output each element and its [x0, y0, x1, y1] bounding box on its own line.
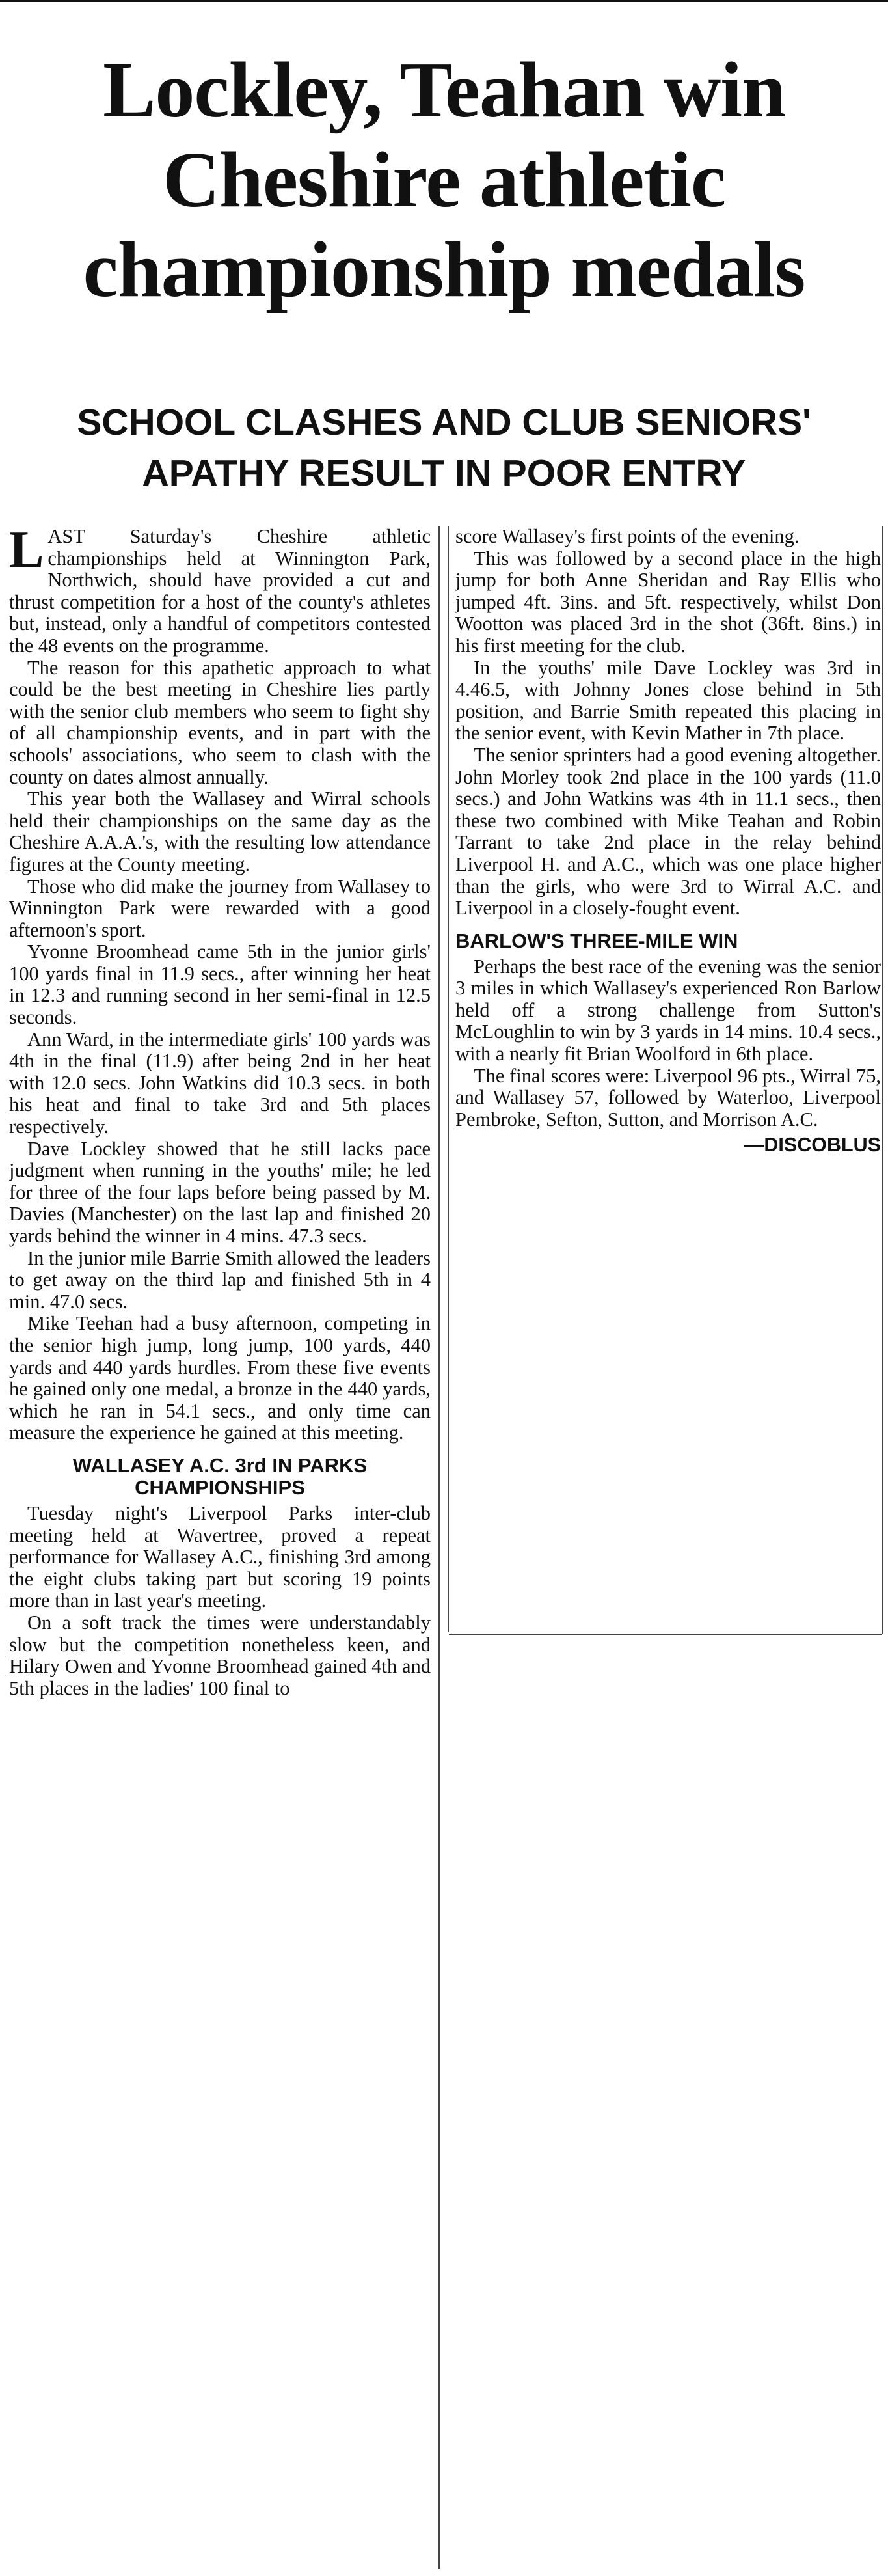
paragraph-text: AST Saturday's Cheshire athletic championships held at Winnington Park, Northwich, should have provided a cut and thrust competition for a host of the county's athletes but, instead, only a handful of competitors contested the 48 events on the programme. — [9, 526, 431, 657]
column-divider — [448, 526, 449, 1632]
article-paragraph: Tuesday night's Liverpool Parks inter-club meeting held at Wavertree, proved a repeat performance for Wallasey A.C., finishing 3rd among the eight clubs taking part but scoring 19 points more than in last year's meeting. — [9, 1501, 431, 1612]
deck-line-1: SCHOOL CLASHES AND CLUB SENIORS' — [77, 402, 811, 443]
article-paragraph: In the youths' mile Dave Lockley was 3rd in 4.46.5, with Johnny Jones close behind in 5th position, and Barrie Smith repeated this placing in the senior event, with Kevin Mather in 7th place. — [455, 656, 881, 745]
headline — [0, 46, 888, 315]
subhead-line-2: CHAMPIONSHIPS — [135, 1475, 305, 1499]
drop-cap: L — [9, 526, 44, 579]
right-column-bottom-rule — [449, 1634, 882, 1635]
section-subhead — [9, 1455, 431, 1499]
author-signoff: —DISCOBLUS — [744, 1134, 881, 1157]
article-paragraph: The reason for this apathetic approach to what could be the best meeting in Cheshire lies partly with the senior club members who seem to fight shy of all championship events, and in part with the schools' associations, who seem to clash with the county on dates almost annually. — [9, 656, 431, 788]
article-paragraph: This was followed by a second place in the high jump for both Anne Sheridan and Ray Ellis who jumped 4ft. 3ins. and 5ft. respectively, whilst Don Wootton was placed 3rd in the shot (36ft. 8ins.) in his first meeting for the club. — [455, 547, 881, 657]
right-column — [455, 526, 881, 1632]
subhead-line: BARLOW'S THREE-MILE WIN — [455, 929, 738, 952]
article-paragraph: Yvonne Broomhead came 5th in the junior girls' 100 yards final in 11.9 secs., after winning her heat in 12.3 and running second in her semi-final in 12.5 seconds. — [9, 940, 431, 1029]
article-paragraph: In the junior mile Barrie Smith allowed the leaders to get away on the third lap and finished 5th in 4 min. 47.0 secs. — [9, 1246, 431, 1313]
article-paragraph: Those who did make the journey from Wallasey to Winnington Park were rewarded with a good afternoon's sport. — [9, 875, 431, 941]
headline-line-2: Cheshire athletic — [162, 136, 726, 224]
article-paragraph: On a soft track the times were understandably slow but the competition nonetheless keen, and Hilary Owen and Yvonne Broomhead gained 4th and 5th places in the ladies' 100 final to — [9, 1611, 431, 1699]
article-paragraph: The final scores were: Liverpool 96 pts., Wirral 75, and Wallasey 57, followed by Waterloo, Liverpool Pembroke, Sefton, Sutton, and Morrison A.C. — [455, 1064, 881, 1130]
article-paragraph: Perhaps the best race of the evening was the senior 3 miles in which Wallasey's experienced Ron Barlow held off a strong challenge from Sutton's McLoughlin to win by 3 yards in 14 mins. 10.4 secs., with a nearly fit Brian Woolford in 6th place. — [455, 955, 881, 1065]
top-rule — [0, 0, 888, 2]
headline-line-1: Lockley, Teahan win — [103, 46, 785, 134]
left-column — [9, 526, 440, 2569]
article-paragraph: Dave Lockley showed that he still lacks pace judgment when running in the youths' mile; he led for three of the four laps before being passed by M. Davies (Manchester) on the last lap and finished 20 yards behind the winner in 4 mins. 47.3 secs. — [9, 1137, 431, 1247]
article-paragraph: score Wallasey's first points of the evening. — [455, 526, 800, 547]
headline-line-3: championship medals — [83, 226, 805, 314]
right-border-rule — [882, 526, 883, 1634]
article-paragraph — [9, 526, 431, 657]
section-subhead — [455, 930, 881, 952]
subhead-line-1: WALLASEY A.C. 3rd IN PARKS — [72, 1453, 368, 1477]
article-paragraph: Mike Teehan had a busy afternoon, competing in the senior high jump, long jump, 100 yards, 440 yards and 440 yards hurdles. From these five events he gained only one medal, a bronze in the 440 yards, which he ran in 54.1 secs., and only time can measure the experience he gained at this meeting. — [9, 1312, 431, 1444]
article-paragraph: This year both the Wallasey and Wirral schools held their championships on the same day as the Cheshire A.A.A.'s, with the resulting low attendance figures at the County meeting. — [9, 788, 431, 875]
deck-subheadline — [7, 397, 881, 499]
article-paragraph: The senior sprinters had a good evening altogether. John Morley took 2nd place in the 100 yards (11.0 secs.) and John Watkins was 4th in 11.1 secs., then these two combined with Mike Teahan and Robin Tarrant to take 2nd place in the relay behind Liverpool H. and A.C., which was one place higher than the girls, who were 3rd to Wirral A.C. and Liverpool in a closely-fought event. — [455, 743, 881, 920]
deck-line-2: APATHY RESULT IN POOR ENTRY — [142, 452, 746, 494]
article-paragraph: Ann Ward, in the intermediate girls' 100 yards was 4th in the final (11.9) after being 2nd in her heat with 12.0 secs. John Watkins did 10.3 secs. in both his heat and final to take 3rd and 5th places respectively. — [9, 1028, 431, 1138]
